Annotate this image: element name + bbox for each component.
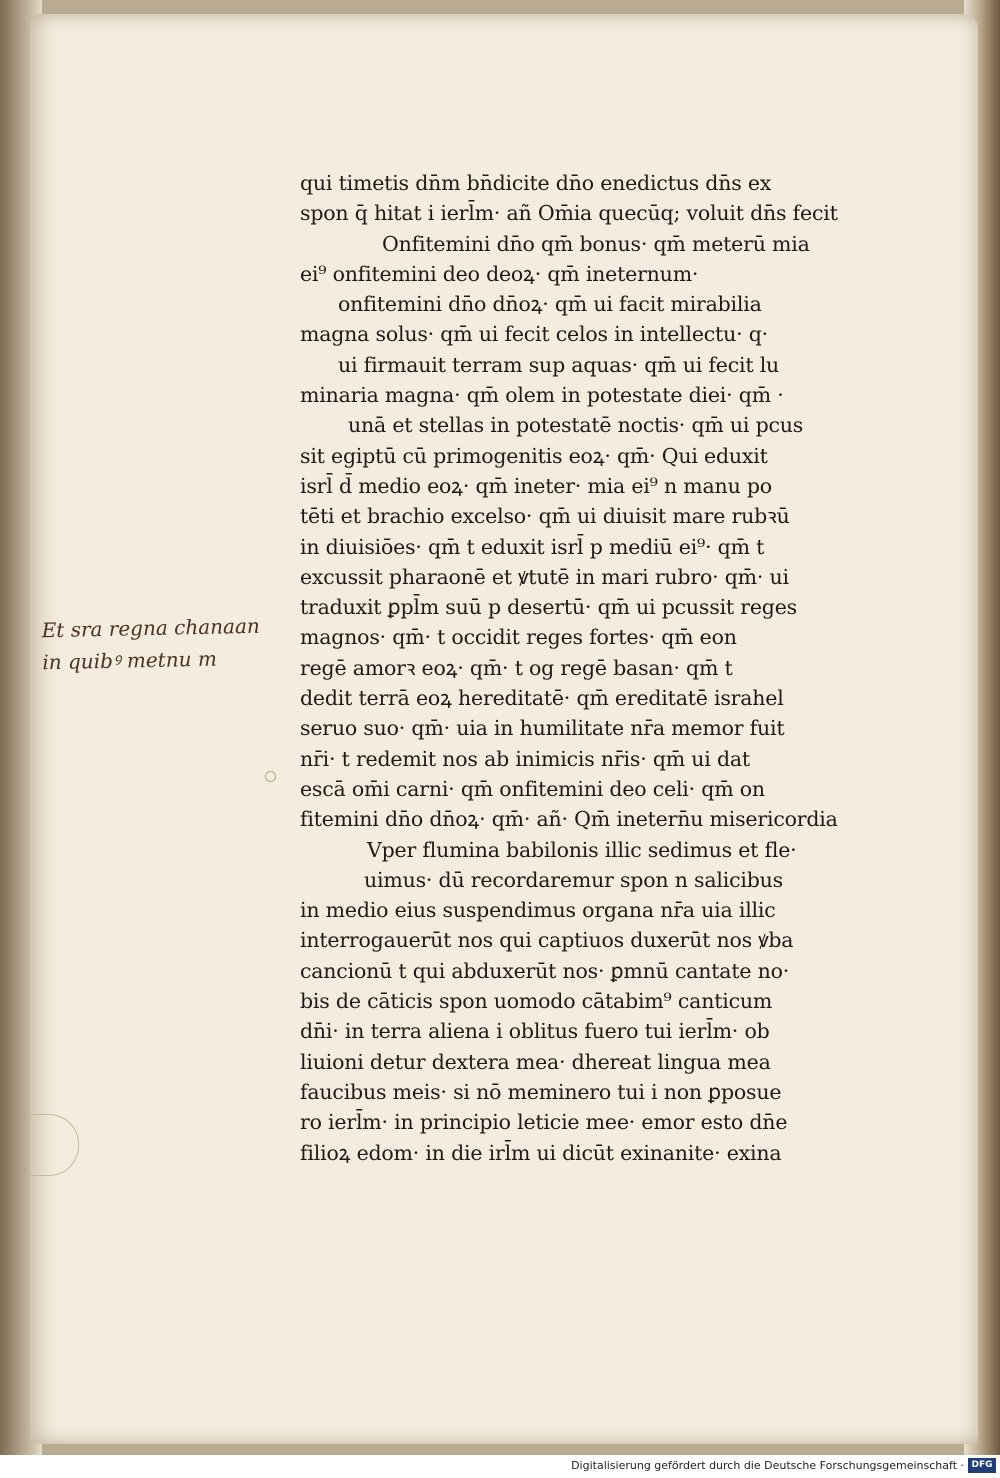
text-line: dedit terrā eoꝝ hereditatē· qm̄ ereditatē israhel: [300, 686, 784, 711]
text-line: tēti et brachio excelso· qm̄ ui diuisit mare rubꝛū: [300, 504, 790, 529]
text-line: excussit pharaonē et ꝟtutē in mari rubro· qm̄· ui: [300, 564, 789, 589]
text-line: uimus· dū recordaremur spon n salicibus: [364, 867, 783, 892]
text-line: ui firmauit terram sup aquas· qm̄ ui fecit lu: [338, 352, 780, 377]
text-line: traduxit ꝑpl̄m suū p desertū· qm̄ ui pcussit reges: [300, 595, 797, 620]
text-line: dn̄i· in terra aliena i oblitus fuero tui ierl̄m· ob: [300, 1019, 770, 1044]
text-line: in medio eius suspendimus organa nr̄a uia illic: [300, 898, 776, 923]
text-line: cancionū t qui abduxerūt nos· ꝑmnū cantate no·: [300, 958, 790, 983]
text-line: filioꝝ edom· in die irl̄m ui dicūt exinanite· exina: [300, 1140, 782, 1165]
text-line: onfitemini dn̄o dn̄oꝝ· qm̄ ui facit mirabilia: [338, 292, 762, 317]
main-text-block: [300, 168, 900, 1168]
text-line: bis de cāticis spon uomodo cātabim⁹ canticum: [300, 989, 773, 1014]
marginalia-line-2: in quibꝰ metnu m: [42, 646, 218, 675]
text-line: nr̄i· t redemit nos ab inimicis nr̄is· qm̄ ui dat: [300, 746, 750, 771]
footer-credit: Digitalisierung gefördert durch die Deutsche Forschungsgemeinschaft ·: [571, 1459, 964, 1472]
text-line: ei⁹ onfitemini deo deoꝝ· qm̄ ineternum·: [300, 261, 699, 286]
text-line: seruo suo· qm̄· uia in humilitate nr̄a memor fuit: [300, 716, 785, 741]
text-line: Vper flumina babilonis illic sedimus et fle·: [367, 837, 797, 862]
text-line: ro ierl̄m· in principio leticie mee· emor esto dn̄e: [300, 1110, 788, 1135]
dfg-logo: DFG: [968, 1458, 996, 1473]
page-curl: [30, 1114, 79, 1176]
text-line: qui timetis dn̄m bn̄dicite dn̄o enedictus dn̄s ex: [300, 171, 772, 195]
text-line: sit egiptū cū primogenitis eoꝝ· qm̄· Qui eduxit: [300, 443, 768, 468]
text-line: spon q̄ hitat i ierl̄m· añ Om̄ia quecūq; voluit dn̄s fecit: [300, 201, 838, 226]
text-line: Onfitemini dn̄o qm̄ bonus· qm̄ meterū mia: [382, 231, 810, 256]
text-line: in diuisiōes· qm̄ t eduxit isrl̄ p mediū ei⁹· qm̄ t: [300, 534, 765, 559]
paper-hole-mark: [265, 771, 276, 782]
text-line: escā om̄i carni· qm̄ onfitemini deo celi· qm̄ on: [300, 776, 765, 801]
text-line: minaria magna· qm̄ olem in potestate diei· qm̄ ·: [300, 383, 784, 408]
text-line: fitemini dn̄o dn̄oꝝ· qm̄· añ· Qm̄ inetern̄u misericordia: [300, 807, 838, 832]
handwritten-marginalia: [41, 610, 260, 679]
text-line: regē amorꝛ eoꝝ· qm̄· t og regē basan· qm̄ t: [300, 655, 733, 680]
text-line: magna solus· qm̄ ui fecit celos in intellectu· q·: [300, 322, 768, 347]
text-line: unā et stellas in potestatē noctis· qm̄ ui pcus: [348, 413, 804, 438]
text-line: liuioni detur dextera mea· dhereat lingua mea: [300, 1049, 771, 1074]
text-line: magnos· qm̄· t occidit reges fortes· qm̄ eon: [300, 625, 737, 650]
text-line: faucibus meis· si nō meminero tui i non ꝑposue: [300, 1079, 782, 1104]
text-line: isrl̄ d̄ medio eoꝝ· qm̄ ineter· mia ei⁹ n manu po: [300, 473, 772, 498]
marginalia-line-1: Et sra regna chanaan: [41, 613, 260, 643]
footer-bar: [0, 1455, 1000, 1478]
text-line: interrogauerūt nos qui captiuos duxerūt nos ꝟba: [300, 928, 794, 953]
